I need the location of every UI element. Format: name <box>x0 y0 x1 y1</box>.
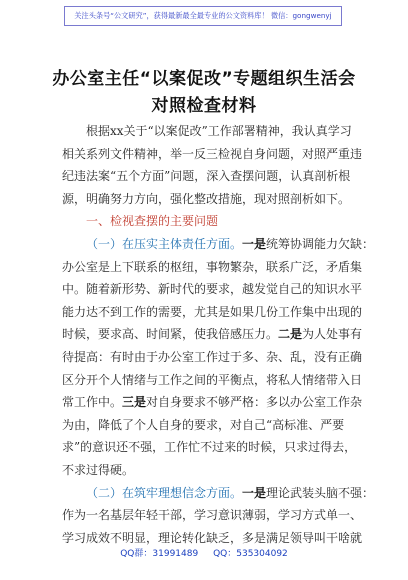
paragraph-text: 理论武装头脑不强： <box>266 485 375 500</box>
paragraph-text: 常工作中。 <box>62 395 123 410</box>
paragraph-line: 为由，降低了个人自身的要求，对自己“高标准、严要 <box>62 417 345 432</box>
paragraph-line <box>62 233 375 256</box>
emphasis-text: 一是 <box>242 236 267 251</box>
banner-text: 关注头条号“公文研究”，获得最新最全最专业的公文资料库！ 微信：gongwenyj <box>74 11 332 20</box>
paragraph-line: 求”的意识还不强，工作忙不过来的时候，只求过得去， <box>62 440 357 455</box>
paragraph-line <box>62 482 375 505</box>
paragraph-text: 时候，要求高、时间紧，使我倍感压力。 <box>62 327 279 342</box>
top-banner <box>64 6 342 26</box>
emphasis-text: 一是 <box>242 485 267 500</box>
paragraph-line: 不求过得硬。 <box>62 462 135 477</box>
paragraph-text: 对自身要求不够严格：多以办公室工作杂 <box>146 395 363 410</box>
intro-line: 源，明确努力方向，强化整改措施，现对照剖析如下。 <box>62 191 351 206</box>
section-heading: 一、检视查摆的主要问题 <box>86 214 219 229</box>
document-body <box>62 120 375 549</box>
sub-heading: （一）在压实主体责任方面。 <box>86 236 243 251</box>
document-title-line2: 对照检查材料 <box>151 96 257 116</box>
emphasis-text: 三是 <box>122 395 147 410</box>
document-title-line1: 办公室主任“以案促改”专题组织生活会 <box>52 69 356 89</box>
footer-contact <box>0 546 408 559</box>
paragraph-line <box>62 391 363 414</box>
paragraph-line: 待提高：有时由于办公室工作过于多、杂、乱，没有正确 <box>62 349 363 364</box>
paragraph-text: 统筹协调能力欠缺： <box>266 236 375 251</box>
paragraph-line: 作为一名基层年轻干部，学习意识薄弱，学习方式单一、 <box>62 508 363 523</box>
paragraph-line: 区分开个人情绪与工作之间的平衡点，将私人情绪带入日 <box>62 372 363 387</box>
footer-qq: QQ：535304092 <box>213 549 288 559</box>
footer-qq-group: QQ群：31991489 <box>120 549 199 559</box>
emphasis-text: 二是 <box>278 327 303 342</box>
intro-line: 相关系列文件精神，举一反三检视自身问题，对照严重违 <box>62 146 363 161</box>
paragraph-line: 办公室是上下联系的枢纽，事物繁杂，联系广泛，矛盾集 <box>62 259 363 274</box>
paragraph-text: 为人处事有 <box>302 327 363 342</box>
paragraph-line: 中。随着新形势、新时代的要求，越发觉自己的知识水平 <box>62 282 363 297</box>
paragraph-line <box>62 323 363 346</box>
intro-line: 纪违法案“五个方面”问题，深入查摆问题，认真剖析根 <box>62 169 351 184</box>
paragraph-line: 学习成效不明显，理论转化缺乏，多是满足领导叫干啥就 <box>62 530 363 545</box>
intro-line: 根据xx关于“以案促改”工作部署精神，我认真学习 <box>86 124 352 138</box>
paragraph-line: 能力达不到工作的需要，尤其是如果几份工作集中出现的 <box>62 304 363 319</box>
sub-heading: （二）在筑牢理想信念方面。 <box>86 485 243 500</box>
